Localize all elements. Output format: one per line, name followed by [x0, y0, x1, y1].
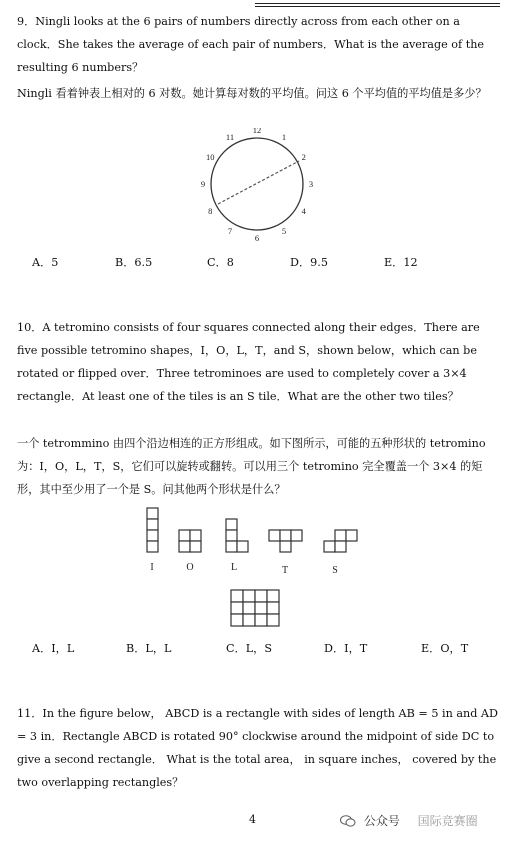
clock-number-8: 8: [208, 206, 213, 216]
grid-cell: [243, 602, 255, 614]
clock-number-11: 11: [225, 132, 235, 143]
tetromino-o-shape: [179, 530, 201, 552]
q9-choice-d[interactable]: D．9.5: [290, 256, 328, 269]
grid-cell: [267, 590, 279, 602]
grid-cell: [231, 590, 243, 602]
clock-number-7: 7: [227, 225, 233, 236]
tetromino-t-shape: [269, 530, 302, 552]
grid-cell: [267, 614, 279, 626]
q10-choices: [32, 640, 492, 656]
q9-choice-e[interactable]: E．12: [384, 256, 418, 269]
clock-number-3: 3: [308, 179, 314, 189]
tetromino-label-s: S: [332, 565, 338, 576]
clock-number-4: 4: [301, 206, 306, 216]
header-rule: [255, 3, 500, 4]
grid-cell: [231, 602, 243, 614]
grid-cell: [243, 590, 255, 602]
grid-cell: [267, 602, 279, 614]
q10-choice-a[interactable]: A．I，L: [32, 642, 75, 655]
wechat-icon: [340, 815, 356, 827]
grid-cell: [255, 602, 267, 614]
watermark: [340, 812, 478, 829]
q10-chinese-text: 一个 tetrommino 由四个沿边相连的正方形组成。如下图所示，可能的五种形状的 tetromino 为：I，O，L，T，S，它们可以旋转或翻转。可以用三个 tetromino 完全覆盖一个 3×4 的矩形，其中至少用了一个是 S。问其他两个形状是什么？: [17, 437, 486, 496]
q11-english-text: 11．In the figure below， ABCD is a rectangle with sides of length AB = 5 in and AD = 3 in．Rectangle ABCD is rotated 90° clockwise around the midpoint of side DC to give a second rectangle． What is the total area， in square inches， covered by the two overlapping rectangles？: [17, 707, 498, 789]
tetromino-label-t: T: [281, 565, 289, 576]
q9-choices: [32, 254, 492, 270]
clock-figure: [196, 128, 318, 244]
clock-dashed-line: [218, 161, 299, 204]
watermark-left-text: 公众号: [363, 814, 400, 828]
q9-choice-b[interactable]: B．6.5: [115, 256, 153, 269]
grid-cell: [231, 614, 243, 626]
q10-choice-e[interactable]: E．O，T: [421, 642, 469, 655]
tetromino-i-shape: [147, 508, 158, 552]
q10-choice-c[interactable]: C．L，S: [226, 642, 273, 655]
grid-cell: [243, 614, 255, 626]
tetromino-label-i: I: [150, 562, 154, 573]
tetromino-figure: [135, 500, 375, 630]
clock-number-6: 6: [254, 233, 260, 243]
q10-choice-d[interactable]: D．I，T: [324, 642, 368, 655]
header-rule-2: [255, 6, 500, 7]
tetromino-label-l: L: [230, 562, 238, 573]
tetromino-l-shape: [226, 519, 248, 552]
grid-cell: [255, 614, 267, 626]
grid-cell: [255, 590, 267, 602]
q10-english-text: 10．A tetromino consists of four squares connected along their edges．There are five possible tetromino shapes，I，O，L，T，and S，shown below，which can be rotated or flipped over．Three tetrominoes are used to completely cover a 3×4 rectangle．At least one of the tiles is an S tile．What are the other two tiles？: [17, 321, 480, 403]
q10-choice-b[interactable]: B．L，L: [126, 642, 172, 655]
q9-choice-a[interactable]: A．5: [32, 256, 59, 269]
clock-number-9: 9: [200, 179, 206, 189]
rectangle-3x4-grid: [231, 590, 279, 626]
watermark-right-text: 国际竞赛圈: [417, 814, 478, 828]
clock-number-1: 1: [281, 132, 287, 143]
clock-number-10: 10: [205, 152, 215, 162]
tetromino-s-shape: [324, 530, 357, 552]
page-number: 4: [249, 813, 256, 826]
q9-choice-c[interactable]: C．8: [207, 256, 234, 269]
clock-number-5: 5: [281, 225, 287, 236]
clock-number-12: 12: [252, 128, 262, 135]
clock-face: [211, 138, 303, 230]
q9-english-text: 9．Ningli looks at the 6 pairs of numbers directly across from each other on a clock．She takes the average of each pair of numbers．What is the average of the resulting 6 numbers？: [17, 15, 485, 74]
q9-chinese-text: Ningli 看着钟表上相对的 6 对数。她计算每对数的平均值。问这 6 个平均值的平均值是多少？: [17, 87, 487, 100]
clock-number-2: 2: [301, 152, 306, 162]
tetromino-label-o: O: [186, 562, 194, 573]
